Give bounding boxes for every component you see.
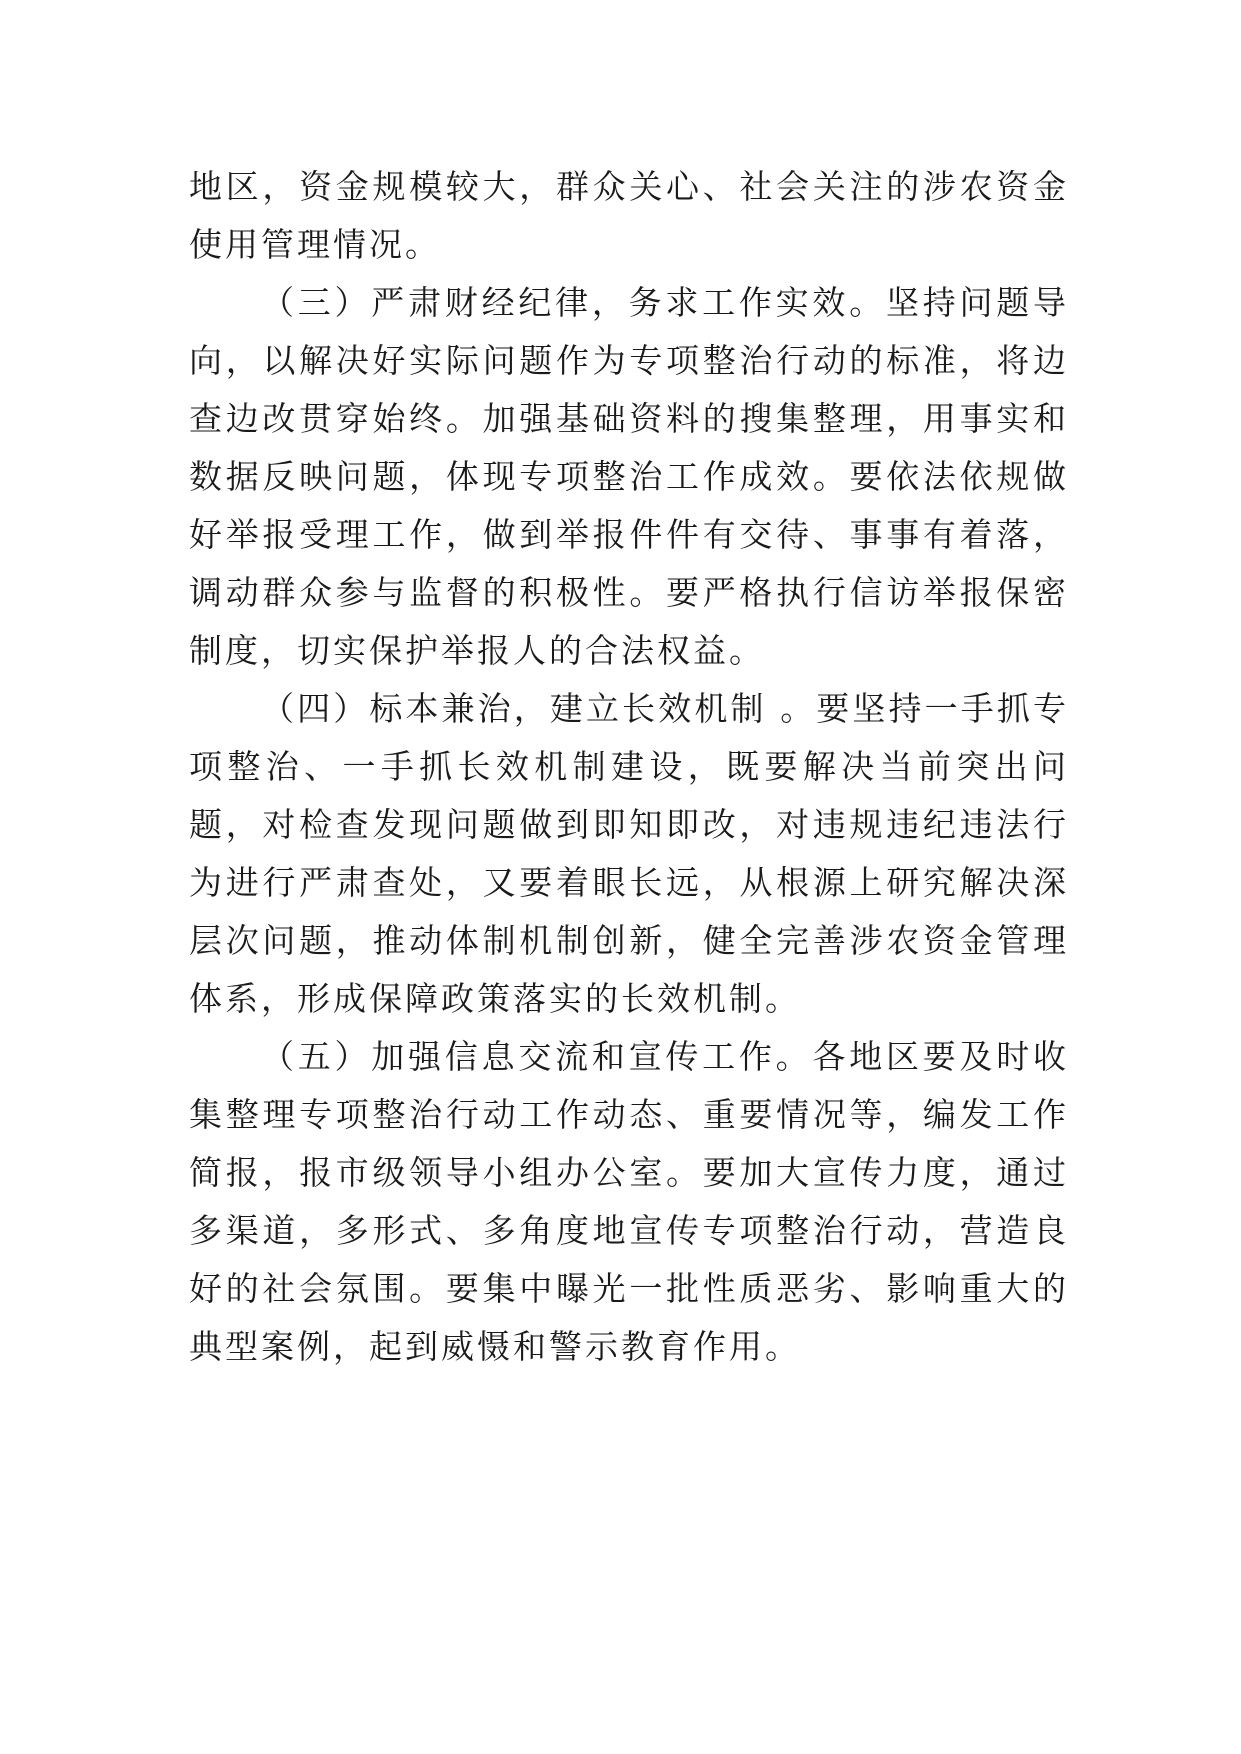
paragraph-section-5: （五）加强信息交流和宣传工作。各地区要及时收集整理专项整治行动工作动态、重要情况等，编发工作简报，报市级领导小组办公室。要加大宣传力度，通过多渠道，多形式、多角度地宣传专项整治行动，营造良好的社会氛围。要集中曝光一批性质恶劣、影响重大的典型案例，起到威慑和警示教育作用。 <box>189 1037 1069 1366</box>
paragraph-continuation: 地区，资金规模较大，群众关心、社会关注的涉农资金使用管理情况。 <box>189 167 1069 264</box>
paragraph-section-4: （四）标本兼治，建立长效机制 。要坚持一手抓专项整治、一手抓长效机制建设，既要解决当前突出问题，对检查发现问题做到即知即改，对违规违纪违法行为进行严肃查处，又要着眼长远，从根源上研究解决深层次问题，推动体制机制创新，健全完善涉农资金管理体系，形成保障政策落实的长效机制。 <box>189 689 1069 1018</box>
document-body <box>189 158 1069 1376</box>
paragraph-section-3: （三）严肃财经纪律，务求工作实效。坚持问题导向，以解决好实际问题作为专项整治行动的标准，将边查边改贯穿始终。加强基础资料的搜集整理，用事实和数据反映问题，体现专项整治工作成效。要依法依规做好举报受理工作，做到举报件件有交待、事事有着落，调动群众参与监督的积极性。要严格执行信访举报保密制度，切实保护举报人的合法权益。 <box>189 283 1069 670</box>
